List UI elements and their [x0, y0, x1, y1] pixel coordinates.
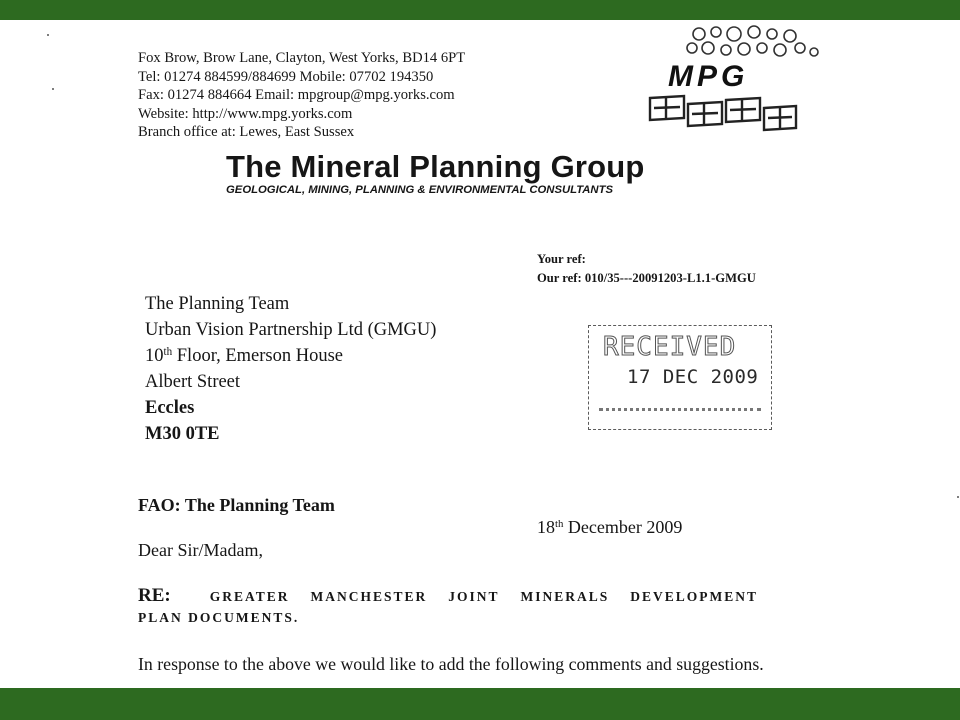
contact-fax-email: Fax: 01274 884664 Email: mpgroup@mpg.yorks.com — [138, 87, 455, 104]
subject-block — [138, 585, 758, 626]
bottom-green-band — [0, 688, 960, 720]
stamp-dotted-line — [599, 408, 761, 417]
subject-label: RE: — [138, 585, 171, 606]
our-ref — [537, 269, 756, 288]
your-ref-label: Your ref: — [537, 252, 586, 266]
contact-branch: Branch office at: Lewes, East Sussex — [138, 124, 355, 141]
logo-text: MPG — [668, 60, 749, 93]
subject-word: MANCHESTER — [310, 589, 428, 604]
scan-speck — [957, 496, 959, 498]
subject-word: MINERALS — [520, 589, 610, 604]
stamp-word: RECEIVED — [603, 332, 737, 362]
fao-line: FAO: The Planning Team — [138, 495, 335, 515]
subject-word: DEVELOPMENT — [630, 589, 758, 604]
top-green-band — [0, 0, 960, 20]
response-paragraph: In response to the above we would like to add the following comments and suggestions. — [138, 654, 764, 674]
reference-block — [537, 250, 756, 288]
address-line-1: The Planning Team — [145, 294, 290, 314]
letter-date — [537, 517, 682, 538]
address-line-2: Urban Vision Partnership Ltd (GMGU) — [145, 320, 437, 340]
floor-suffix: th — [163, 345, 173, 358]
contact-address: Fox Brow, Brow Lane, Clayton, West Yorks, BD14 6PT — [138, 50, 466, 66]
subject-line-1 — [138, 585, 758, 607]
scan-speck — [52, 88, 54, 90]
date-day: 18 — [537, 517, 555, 537]
address-line-5: Eccles — [145, 398, 195, 418]
company-name: The Mineral Planning Group — [226, 149, 645, 184]
address-line-4: Albert Street — [145, 372, 241, 392]
our-ref-value: 010/35---20091203-L1.1-GMGU — [584, 271, 756, 285]
contact-block — [138, 49, 465, 142]
company-tagline: GEOLOGICAL, MINING, PLANNING & ENVIRONMENTAL CONSULTANTS — [226, 184, 614, 196]
contact-phone: Tel: 01274 884599/884699 Mobile: 07702 194350 — [138, 68, 434, 85]
contact-website: Website: http://www.mpg.yorks.com — [138, 105, 353, 122]
salutation: Dear Sir/Madam, — [138, 540, 263, 560]
floor-number: 10 — [145, 346, 164, 366]
address-line-3 — [145, 343, 436, 369]
received-stamp — [588, 325, 772, 430]
scan-speck — [47, 34, 49, 36]
date-suffix: th — [555, 518, 564, 531]
subject-word: JOINT — [448, 589, 500, 604]
subject-word: GREATER — [209, 589, 290, 604]
recipient-address — [145, 291, 436, 447]
your-ref — [537, 250, 756, 269]
address-postcode: M30 0TE — [145, 424, 220, 444]
mpg-logo-icon — [644, 22, 824, 132]
our-ref-label: Our ref: — [537, 271, 582, 285]
floor-rest: Floor, Emerson House — [172, 346, 344, 366]
company-header — [226, 150, 645, 196]
subject-line-2: PLAN DOCUMENTS. — [138, 610, 300, 625]
date-rest: December 2009 — [563, 517, 683, 537]
stamp-date: 17 DEC 2009 — [627, 366, 759, 388]
